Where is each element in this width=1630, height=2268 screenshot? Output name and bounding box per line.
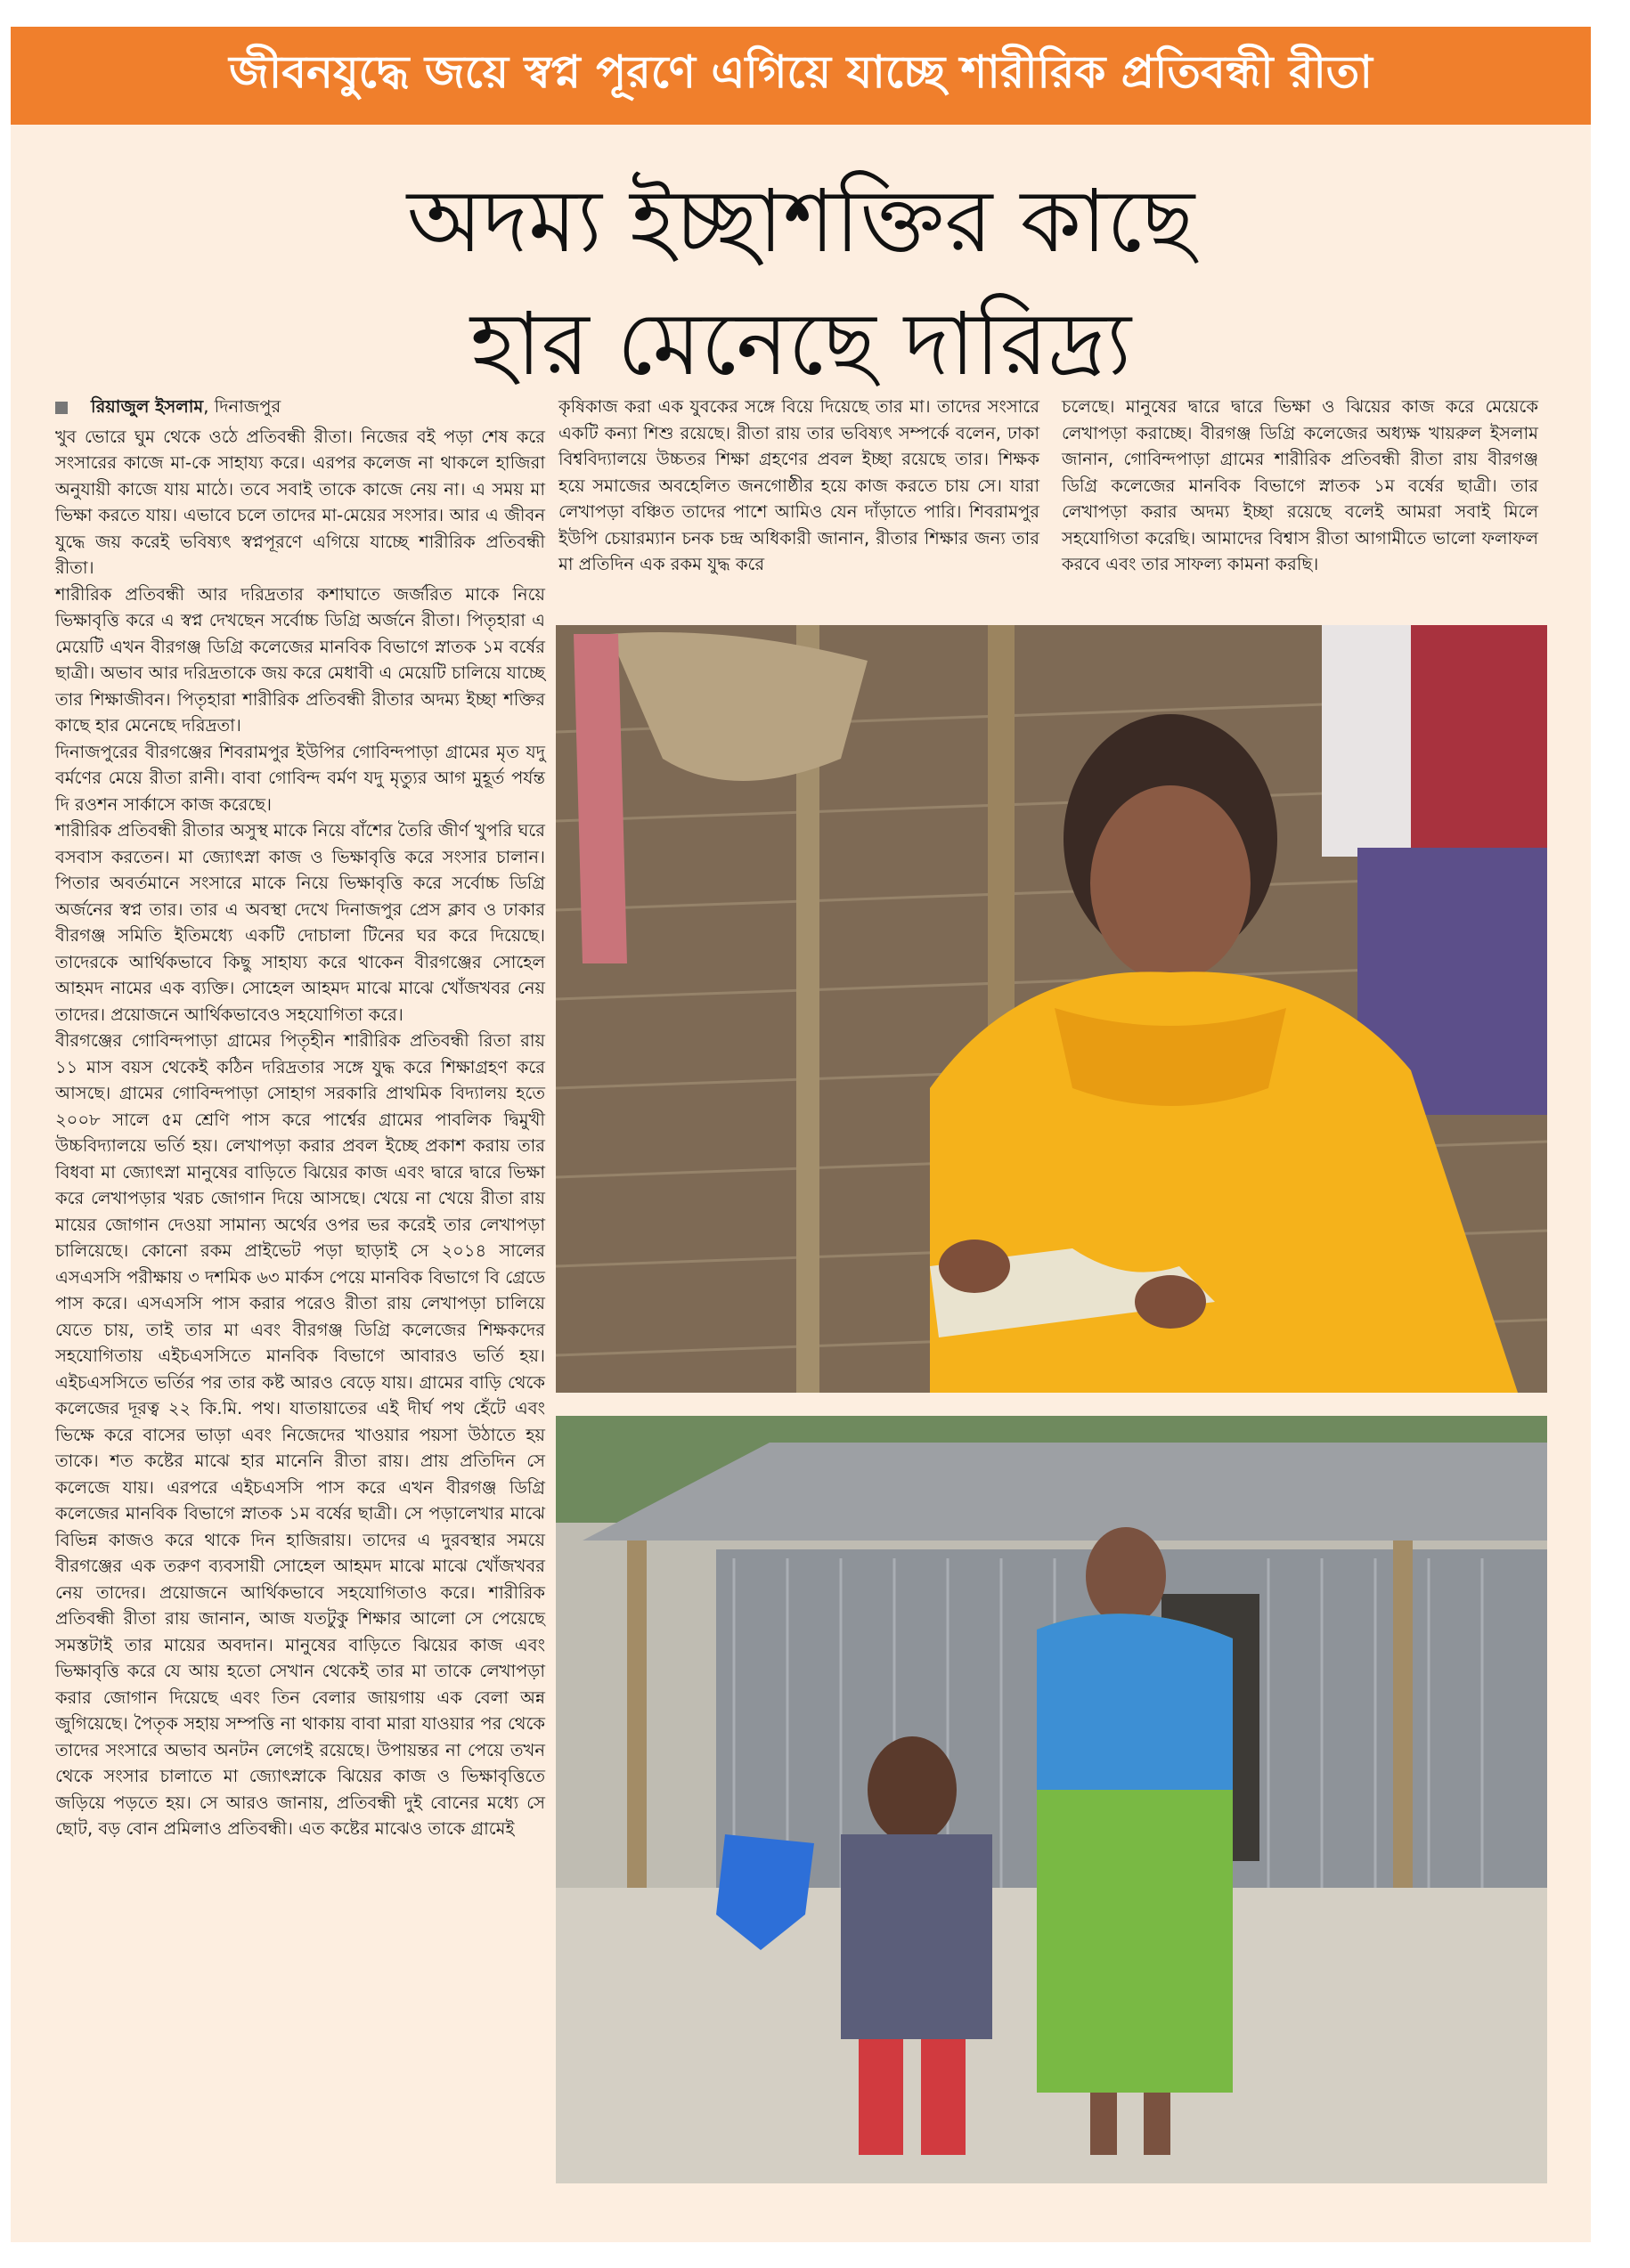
headline [11, 160, 1591, 406]
paragraph: চলেছে। মানুষের দ্বারে দ্বারে ভিক্ষা ও ঝিয়ের কাজ করে মেয়েকে লেখাপড়া করাচ্ছে। বীরগঞ্জ ডিগ্রি কলেজের অধ্যক্ষ খায়রুল ইসলাম জানান, গোবিন্দপাড়া গ্রামের শারীরিক প্রতিবন্ধী রীতা রায় বীরগঞ্জ ডিগ্রি কলেজের মানবিক বিভাগে স্নাতক ১ম বর্ষের ছাত্রী। তার লেখাপড়া করার অদম্য ইচ্ছা রয়েছে বলেই আমরা সবাই মিলে সহযোগিতা করেছি। আমাদের বিশ্বাস রীতা আগামীতে ভালো ফলাফল করবে এবং তার সাফল্য কামনা করছি। [1062, 396, 1538, 574]
photo-girl-with-mother [556, 1416, 1547, 2183]
article-column-3 [1062, 394, 1538, 578]
article-column-2 [558, 394, 1039, 578]
paragraph: খুব ভোরে ঘুম থেকে ওঠে প্রতিবন্ধী রীতা। নিজের বই পড়া শেষ করে সংসারের কাজে মা-কে সাহায্য করে। এরপর কলেজ না থাকলে হাজিরা অনুযায়ী কাজে যায় মাঠে। তবে সবাই তাকে কাজে নেয় না। এ সময় মা ভিক্ষা করতে যায়। এভাবে চলে তাদের মা-মেয়ের সংসার। আর এ জীবন যুদ্ধে জয় করেই ভবিষ্যৎ স্বপ্নপূরণে এগিয়ে যাচ্ছে শারীরিক প্রতিবন্ধী রীতা। [55, 426, 545, 578]
bullet-icon [55, 402, 68, 414]
article-column-1 [55, 394, 545, 1842]
paragraph: কৃষিকাজ করা এক যুবকের সঙ্গে বিয়ে দিয়েছে তার মা। তাদের সংসারে একটি কন্যা শিশু রয়েছে। রীতা রায় তার ভবিষ্যৎ সম্পর্কে বলেন, ঢাকা বিশ্ববিদ্যালয়ে উচ্চতর শিক্ষা গ্রহণের প্রবল ইচ্ছা রয়েছে তার। শিক্ষক হয়ে সমাজের অবহেলিত জনগোষ্ঠীর হয়ে কাজ করতে চায় সে। যারা লেখাপড়া বঞ্চিত তাদের পাশে আমিও যেন দাঁড়াতে পারি। শিবরামপুর ইউপি চেয়ারম্যান চনক চন্দ্র অধিকারী জানান, রীতার শিক্ষার জন্য তার মা প্রতিদিন এক রকম যুদ্ধ করে [558, 396, 1039, 574]
byline-location: , দিনাজপুর [203, 396, 281, 417]
paragraph: দিনাজপুরের বীরগঞ্জের শিবরামপুর ইউপির গোবিন্দপাড়া গ্রামের মৃত যদু বর্মণের মেয়ে রীতা রানী। বাবা গোবিন্দ বর্মণ যদু মৃত্যুর আগ মুহূর্ত পর্যন্ত দি রওশন সার্কাসে কাজ করেছে। [55, 741, 545, 815]
paragraph: শারীরিক প্রতিবন্ধী রীতার অসুস্থ মাকে নিয়ে বাঁশের তৈরি জীর্ণ খুপরি ঘরে বসবাস করতেন। মা জ্যোৎস্না কাজ ও ভিক্ষাবৃত্তি করে সংসার চালান। পিতার অবর্তমানে সংসারে মাকে নিয়ে ভিক্ষাবৃত্তি করে সর্বোচ্চ ডিগ্রি অর্জনের স্বপ্ন তার। তার এ অবস্থা দেখে দিনাজপুর প্রেস ক্লাব ও ঢাকার বীরগঞ্জ সমিতি ইতিমধ্যে একটি দোচালা টিনের ঘর করে দিয়েছে। তাদেরকে আর্থিকভাবে কিছু সাহায্য করে থাকেন বীরগঞ্জের সোহেল আহমদ নামের এক ব্যক্তি। সোহেল আহমদ মাঝে মাঝে খোঁজখবর নেয় তাদের। প্রয়োজনে আর্থিকভাবেও সহযোগিতা করে। [55, 820, 545, 1025]
byline-author: রিয়াজুল ইসলাম [91, 396, 204, 417]
byline [55, 394, 545, 420]
headline-line-2: হার মেনেছে দারিদ্র্য [469, 294, 1132, 395]
photo-girl-reading [556, 625, 1547, 1393]
headline-line-1: অদম্য ইচ্ছাশক্তির কাছে [406, 171, 1195, 272]
paragraph: শারীরিক প্রতিবন্ধী আর দরিদ্রতার কশাঘাতে জর্জরিত মাকে নিয়ে ভিক্ষাবৃত্তি করে এ স্বপ্ন দেখছেন সর্বোচ্চ ডিগ্রি অর্জনে রীতা। পিতৃহারা এ মেয়েটি এখন বীরগঞ্জ ডিগ্রি কলেজের মানবিক বিভাগে স্নাতক ১ম বর্ষের ছাত্রী। অভাব আর দরিদ্রতাকে জয় করে মেধাবী এ মেয়েটি চালিয়ে যাচ্ছে তার শিক্ষাজীবন। পিতৃহারা শারীরিক প্রতিবন্ধী রীতার অদম্য ইচ্ছা শক্তির কাছে হার মেনেছে দরিদ্রতা। [55, 583, 545, 736]
newspaper-page [11, 27, 1591, 2242]
banner-text: জীবনযুদ্ধে জয়ে স্বপ্ন পূরণে এগিয়ে যাচ্ছে শারীরিক প্রতিবন্ধী রীতা [229, 45, 1373, 98]
paragraph: বীরগঞ্জের গোবিন্দপাড়া গ্রামের পিতৃহীন শারীরিক প্রতিবন্ধী রিতা রায় ১১ মাস বয়স থেকেই কঠিন দরিদ্রতার সঙ্গে যুদ্ধ করে শিক্ষাগ্রহণ করে আসছে। গ্রামের গোবিন্দপাড়া সোহাগ সরকারি প্রাথমিক বিদ্যালয় হতে ২০০৮ সালে ৫ম শ্রেণি পাস করে পার্শ্বের গ্রামের পাবলিক দ্বিমুখী উচ্চবিদ্যালয়ে ভর্তি হয়। লেখাপড়া করার প্রবল ইচ্ছে প্রকাশ করায় তার বিধবা মা জ্যোৎস্না মানুষের বাড়িতে ঝিয়ের কাজ এবং দ্বারে দ্বারে ভিক্ষা করে লেখাপড়ার খরচ জোগান দিয়ে আসছে। খেয়ে না খেয়ে রীতা রায় মায়ের জোগান দেওয়া সামান্য অর্থের ওপর ভর করেই তার লেখাপড়া চালিয়েছে। কোনো রকম প্রাইভেট পড়া ছাড়াই সে ২০১৪ সালের এসএসসি পরীক্ষায় ৩ দশমিক ৬৩ মার্কস পেয়ে মানবিক বিভাগে বি গ্রেডে পাস করে। এসএসসি পাস করার পরেও রীতা রায় লেখাপড়া চালিয়ে যেতে চায়, তাই তার মা এবং বীরগঞ্জ ডিগ্রি কলেজের শিক্ষকদের সহযোগিতায় এইচএসসিতে মানবিক বিভাগে আবারও ভর্তি হয়। এইচএসসিতে ভর্তির পর তার কষ্ট আরও বেড়ে যায়। গ্রামের বাড়ি থেকে কলেজের দূরত্ব ২২ কি.মি. পথ। যাতায়াতের এই দীর্ঘ পথ হেঁটে এবং ভিক্ষে করে বাসের ভাড়া এবং নিজেদের খাওয়ার পয়সা উঠাতে হয় তাকে। শত কষ্টের মাঝে হার মানেনি রীতা রায়। প্রায় প্রতিদিন সে কলেজে যায়। এরপরে এইচএসসি পাস করে এখন বীরগঞ্জ ডিগ্রি কলেজের মানবিক বিভাগে স্নাতক ১ম বর্ষের ছাত্রী। সে পড়ালেখার মাঝে বিভিন্ন কাজও করে থাকে দিন হাজিরায়। তাদের এ দুরবস্থার সময়ে বীরগঞ্জের এক তরুণ ব্যবসায়ী সোহেল আহমদ মাঝে মাঝে খোঁজখবর নেয় তাদের। প্রয়োজনে আর্থিকভাবে সহযোগিতাও করে। শারীরিক প্রতিবন্ধী রীতা রায় জানান, আজ যতটুকু শিক্ষার আলো সে পেয়েছে সমস্তটাই তার মায়ের অবদান। মানুষের বাড়িতে ঝিয়ের কাজ এবং ভিক্ষাবৃত্তি করে যে আয় হতো সেখান থেকেই তার মা তাকে লেখাপড়া করার জোগান দিয়েছে এবং তিন বেলার জায়গায় এক বেলা অন্ন জুগিয়েছে। পৈতৃক সহায় সম্পত্তি না থাকায় বাবা মারা যাওয়ার পর থেকে তাদের সংসারে অভাব অনটন লেগেই রয়েছে। উপায়ন্তর না পেয়ে তখন থেকে সংসার চালাতে মা জ্যোৎস্নাকে ঝিয়ের কাজ ও ভিক্ষাবৃত্তিতে জড়িয়ে পড়তে হয়। সে আরও জানায়, প্রতিবন্ধী দুই বোনের মধ্যে সে ছোট, বড় বোন প্রমিলাও প্রতিবন্ধী। এত কষ্টের মাঝেও তাকে গ্রামেই [55, 1030, 545, 1839]
banner [11, 27, 1591, 125]
